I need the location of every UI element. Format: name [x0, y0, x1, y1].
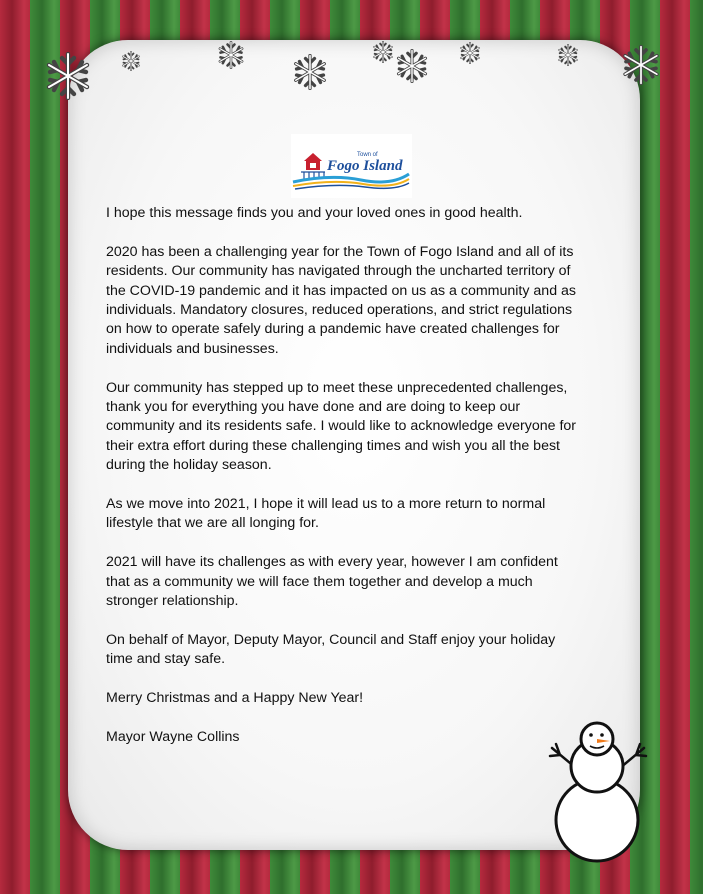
snowflake-icon	[621, 45, 661, 85]
letter-paragraph: 2021 will have its challenges as with every year, however I am confident that as a community we will face them together and develop a much stronger relationship.	[106, 554, 558, 610]
letter-paragraph: As we move into 2021, I hope it will lead us to a more return to normal lifestyle that we are all longing for.	[106, 496, 546, 532]
letter-paragraph: Our community has stepped up to meet these unprecedented challenges, thank you for everything you have done and are doing to keep our community and its residents safe. I would like to acknowledge everyone for their extra effort during these challenging times and wish you all the best during the holiday season.	[106, 379, 577, 474]
letter-body	[106, 204, 584, 767]
snowman-icon	[540, 716, 655, 871]
snowflake-icon	[557, 44, 579, 66]
snowflake-icon	[372, 41, 394, 63]
letter-paragraph: On behalf of Mayor, Deputy Mayor, Council and Staff enjoy your holiday time and stay safe.	[106, 631, 556, 668]
snowflake-icon	[395, 49, 429, 83]
snowflake-icon	[121, 51, 141, 71]
greeting-paragraph: I hope this message finds you and your loved ones in good health.	[106, 205, 523, 221]
logo-brand-name: Fogo Island	[327, 158, 403, 174]
house-icon	[304, 153, 322, 170]
closing-line: Merry Christmas and a Happy New Year!	[106, 690, 364, 707]
letter-paragraph: 2020 has been a challenging year for the Town of Fogo Island and all of its residents. Our community has navigated through the uncharted territory of the COVID-19 pandemic and it has impacted on us as a community and as individuals. Mandatory closures, reduced operations, and strict regulations on how to operate safely during a pandemic have created challenges for individuals and businesses.	[106, 243, 577, 357]
snowflake-icon	[292, 54, 328, 90]
logo-small-text: Town of	[357, 152, 378, 158]
wave-swoosh	[293, 174, 409, 182]
signature: Mayor Wayne Collins	[106, 728, 240, 745]
fogo-island-logo	[291, 134, 412, 198]
snowflake-icon	[217, 41, 245, 69]
snowflake-icon	[459, 42, 481, 64]
snowflake-icon	[44, 52, 92, 100]
